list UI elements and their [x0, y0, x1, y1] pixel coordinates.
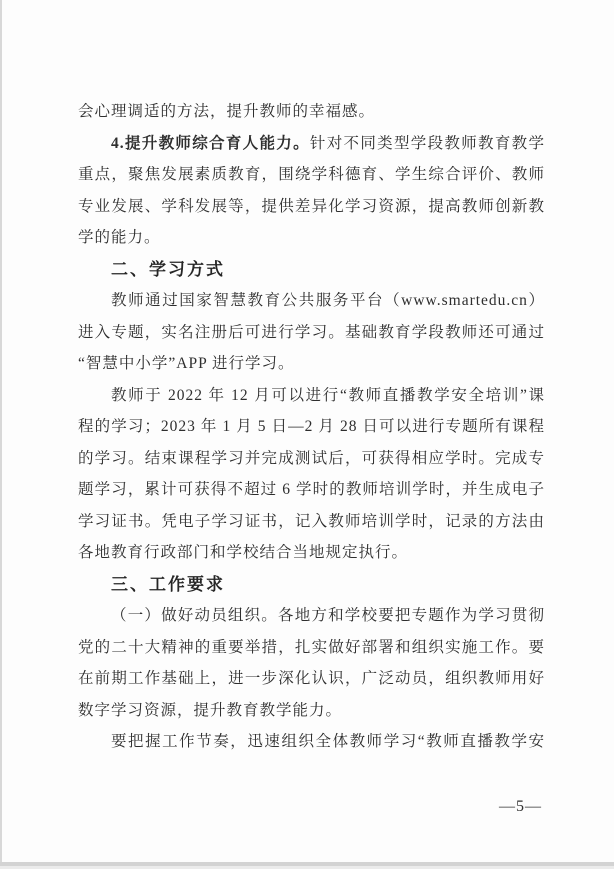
text-segment-normal: 教师于 2022 年 12 月可以进行“教师直播教学安全培训”课: [111, 386, 545, 404]
page-number: —5—: [499, 798, 542, 815]
text-line: [78, 537, 545, 569]
para-schedule-and-credits: [78, 380, 545, 569]
text-segment-bold: 4.提升教师综合育人能力。: [111, 134, 310, 152]
text-line: [78, 474, 545, 506]
section-heading: [78, 254, 545, 286]
body-text: [78, 96, 545, 758]
text-line: [78, 632, 545, 664]
text-segment-normal: 重点，聚焦发展素质教育，围绕学科德育、学生综合评价、教师: [78, 166, 545, 183]
text-segment-normal: 各地教育行政部门和学校结合当地规定执行。: [78, 544, 409, 561]
text-line: [78, 695, 545, 727]
text-line: [78, 285, 545, 317]
page-left-edge: [0, 0, 2, 869]
section-heading: [78, 569, 545, 601]
text-line: [78, 506, 545, 538]
text-segment-normal: 教师通过国家智慧教育公共服务平台（www.smartedu.cn）: [111, 292, 545, 309]
text-segment-normal: 数字学习资源，提升教育教学能力。: [78, 701, 343, 719]
text-segment-normal: 党的二十大精神的重要举措，扎实做好部署和组织实施工作。要: [78, 638, 545, 656]
text-segment-normal: 会心理调适的方法，提升教师的幸福感。: [78, 103, 376, 120]
text-segment-normal: 针对不同类型学段教师教育教学: [309, 134, 545, 152]
text-line: [78, 663, 545, 695]
text-line: [78, 600, 545, 632]
text-line: [78, 348, 545, 380]
text-segment-normal: 各地方和学校要把专题作为学习贯彻: [278, 607, 545, 624]
text-segment-normal: 专业发展、学科发展等，提供差异化学习资源，提高教师创新教: [78, 197, 545, 215]
text-segment-normal: “智慧中小学”APP 进行学习。: [78, 355, 295, 372]
heading-section-3-work-requirements: [78, 569, 545, 601]
text-line: [78, 443, 545, 475]
text-line: [78, 317, 545, 349]
para-platform-access: [78, 285, 545, 380]
text-line: [78, 222, 545, 254]
para-continuation: [78, 96, 545, 128]
text-line: [78, 380, 545, 412]
text-segment-lead: （一）做好动员组织。: [111, 607, 278, 624]
text-segment-normal: 学的能力。: [78, 229, 161, 246]
text-segment-normal: 要把握工作节奏，迅速组织全体教师学习“教师直播教学安: [111, 733, 545, 750]
text-segment-normal: 的学习。结束课程学习并完成测试后，可获得相应学时。完成专: [78, 449, 545, 467]
text-segment-heading: 三、工作要求: [111, 574, 225, 594]
text-segment-normal: 程的学习；2023 年 1 月 5 日—2 月 28 日可以进行专题所有课程: [78, 418, 545, 435]
text-segment-normal: 学习证书。凭电子学习证书，记入教师培训学时，记录的方法由: [78, 512, 545, 530]
text-line: [78, 726, 545, 758]
heading-section-2-learning-method: [78, 254, 545, 286]
text-segment-normal: 进入专题，实名注册后可进行学习。基础教育学段教师还可通过: [78, 323, 545, 341]
text-segment-heading: 二、学习方式: [111, 259, 225, 279]
text-segment-normal: 在前期工作基础上，进一步深化认识，广泛动员，组织教师用好: [78, 670, 545, 687]
text-line: [78, 191, 545, 223]
para-item4-comprehensive-ability: [78, 128, 545, 254]
text-line: [78, 128, 545, 160]
text-line: [78, 96, 545, 128]
para-work-pace: [78, 726, 545, 758]
text-line: [78, 411, 545, 443]
text-line: [78, 159, 545, 191]
para-mobilization-organization: [78, 600, 545, 726]
text-segment-normal: 题学习，累计可获得不超过 6 学时的教师培训学时，并生成电子: [78, 481, 545, 498]
